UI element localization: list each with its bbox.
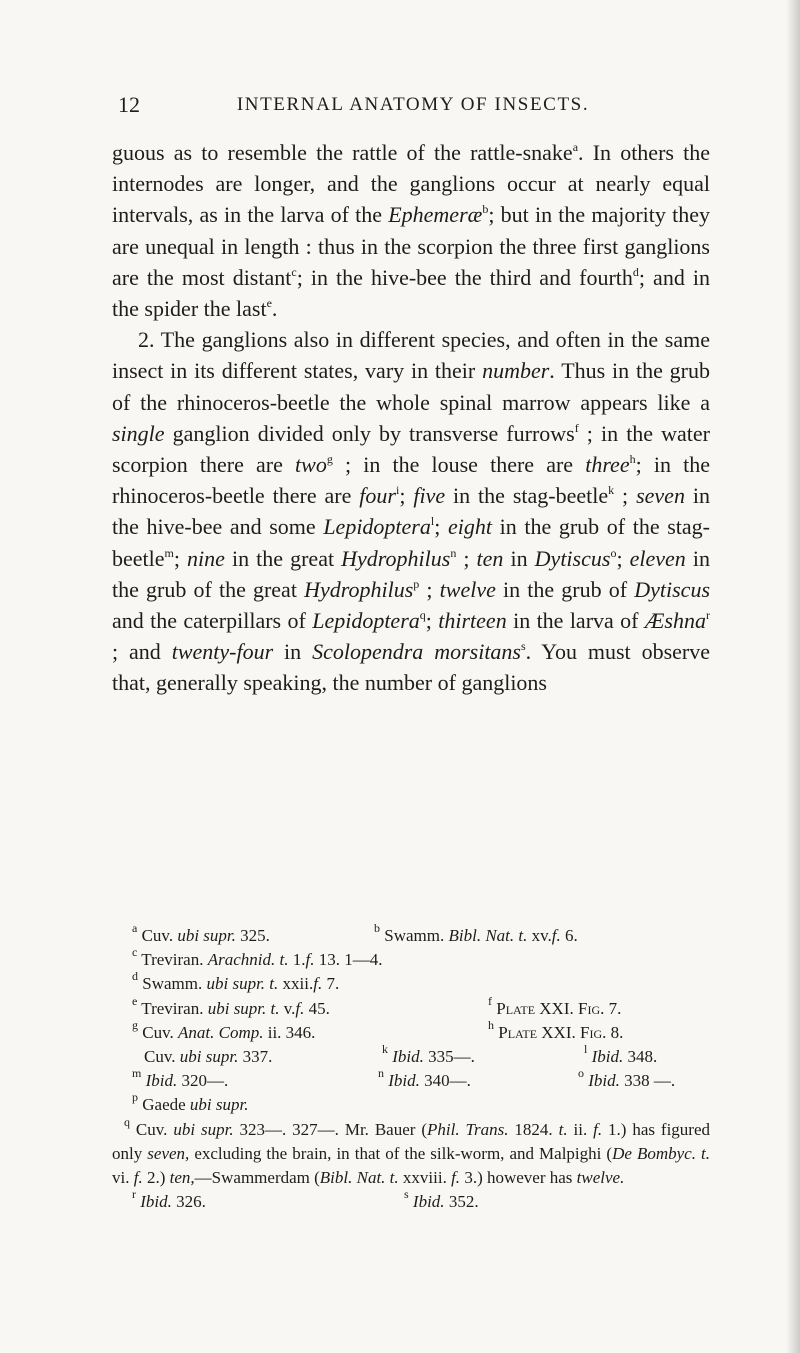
- footnote-f: $^f$ Plate XXI. Fig. 7.: [488, 993, 622, 1018]
- footnote-b: $^b$ Swamm. Bibl. Nat. t. xv.f. 6.: [374, 921, 578, 945]
- footnote-n: $^n$ Ibid. 340—.: [378, 1066, 471, 1091]
- footnote-e: $^e$ Treviran. ubi supr. t. v.f. 45.: [132, 993, 330, 1018]
- footnote-c: $^c$ Treviran. Arachnid. t. 1.f. 13. 1—4.: [132, 945, 383, 970]
- footnote-p: $^p$ Gaede ubi supr.: [132, 1090, 249, 1115]
- page-header: [118, 92, 708, 122]
- footnote-cuv-line: Cuv. ubi supr. 337.: [144, 1046, 273, 1066]
- footnote-a: $^a$ Cuv. ubi supr. 325.: [132, 921, 270, 945]
- footnote-m: $^m$ Ibid. 320—.: [132, 1066, 229, 1091]
- footnote-h: $^h$ Plate XXI. Fig. 8.: [488, 1017, 624, 1042]
- footnote-l: $^l$ Ibid. 348.: [584, 1041, 658, 1066]
- footnote-r: $^r$ Ibid. 326.: [132, 1187, 206, 1212]
- page-edge-shadow: [786, 0, 800, 1353]
- body-text: [112, 137, 710, 699]
- footnote-s: $^s$ Ibid. 352.: [404, 1187, 479, 1212]
- paragraph-1: guous as to resemble the rattle of the rattle-snake$^a$. In others the internodes are longer, and the ganglions occur at nearly equal intervals, as in the larva of the Ephemeræ$^b$; but in the majority they are unequal in length : thus in the scorpion the three first ganglions are the most distant$^c$; in the hive-bee the third and fourth$^d$; and in the spider the last$^e$.: [112, 140, 711, 322]
- footnote-q: $^q$ Cuv. ubi supr. 323—. 327—. Mr. Bauer (Phil. Trans. 1824. t. ii. f. 1.) has figured only seven, excluding the brain, in that of the silk-worm, and Malpighi (De Bombyc. t. vi. f. 2.) ten,—Swammerdam (Bibl. Nat. t. xxviii. f. 3.) however has twelve.: [112, 1114, 711, 1187]
- footnotes: [112, 921, 711, 1214]
- footnote-g: $^g$ Cuv. Anat. Comp. ii. 346.: [132, 1017, 316, 1042]
- page-number: 12: [118, 92, 140, 117]
- running-head: INTERNAL ANATOMY OF INSECTS.: [236, 94, 590, 115]
- footnote-k: $^k$ Ibid. 335—.: [382, 1041, 475, 1066]
- paragraph-2: 2. The ganglions also in different species, and often in the same insect in its different states, vary in their number. Thus in the grub of the rhinoceros-beetle the whole spinal marrow appears like a single ganglion divided only by transverse furrows$^f$ ; in the water scorpion there are two$^g$ ; in the louse there are three$^h$; in the rhinoceros-beetle there are four$^i$; five in the stag-beetle$^k$ ; seven in the hive-bee and some Lepidoptera$^l$; eight in the grub of the stag-beetle$^m$; nine in the great Hydrophilus$^n$ ; ten in Dytiscus$^o$; eleven in the grub of the great Hydrophilus$^p$ ; twelve in the grub of Dytiscus and the caterpillars of Lepidoptera$^q$; thirteen in the larva of Æshna$^r$ ; and twenty-four in Scolopendra morsitans$^s$. You must observe that, generally speaking, the number of ganglions: [112, 327, 711, 696]
- footnote-o: $^o$ Ibid. 338 —.: [578, 1066, 676, 1091]
- footnote-d: $^d$ Swamm. ubi supr. t. xxii.f. 7.: [132, 969, 340, 994]
